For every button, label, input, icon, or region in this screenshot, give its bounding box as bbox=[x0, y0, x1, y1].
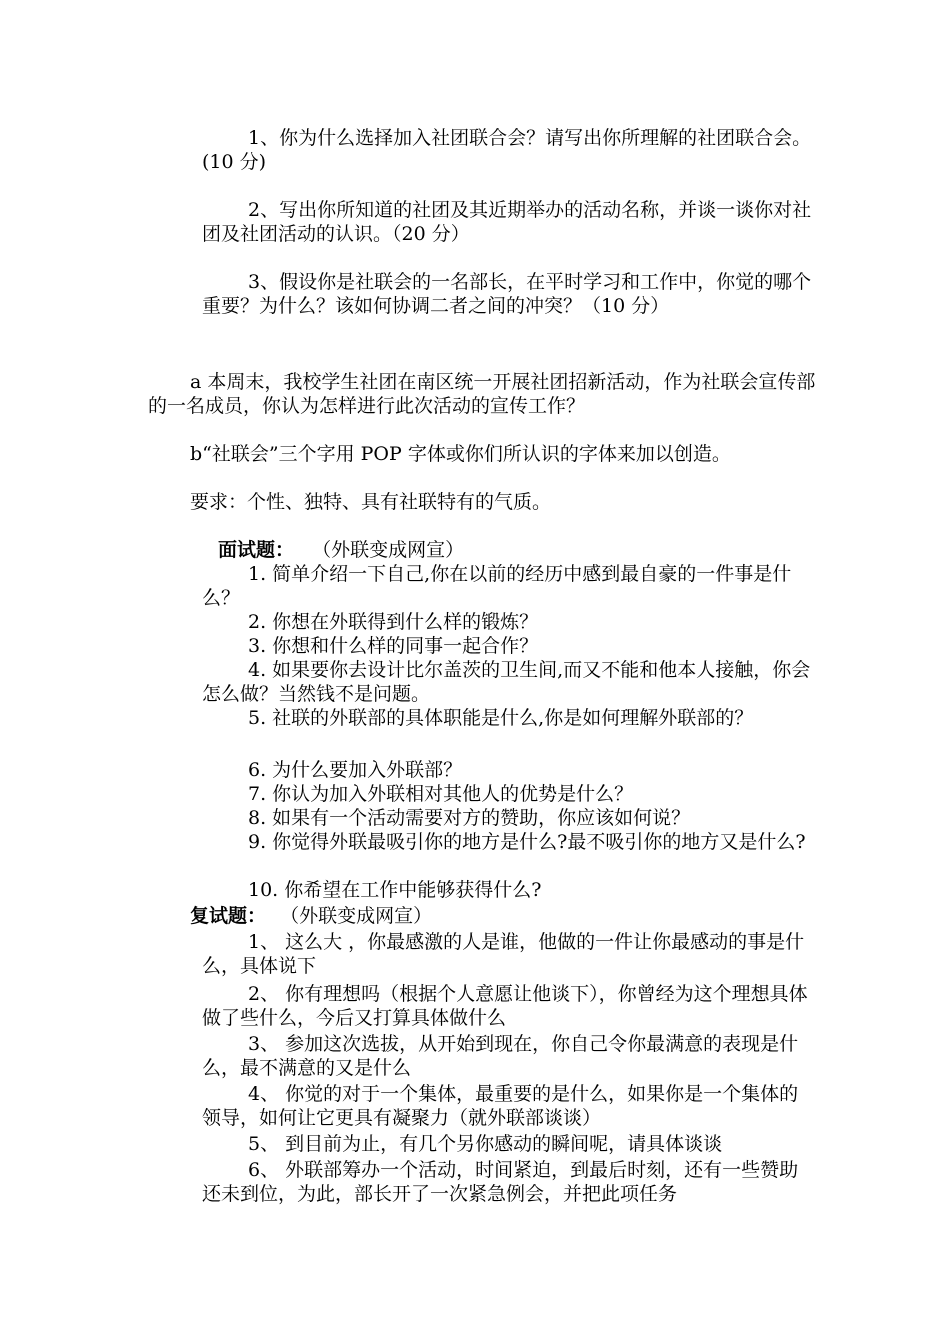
interview-title: 面试题： bbox=[218, 539, 295, 561]
interview-note: （外联变成网宣） bbox=[312, 539, 465, 561]
question-1: 1、你为什么选择加入社团联合会？请写出你所理解的社团联合会。(10 分) bbox=[202, 127, 812, 173]
interview-item-4: 4. 如果要你去设计比尔盖茨的卫生间,而又不能和他本人接触，你会怎么做？当然钱不是问题。 bbox=[202, 659, 811, 705]
interview-item-10: 10. 你希望在工作中能够获得什么? bbox=[248, 879, 542, 901]
retest-item-3: 3、 参加这次选拔，从开始到现在，你自己令你最满意的表现是什么，最不满意的又是什么 bbox=[202, 1033, 799, 1079]
retest-item-5: 5、 到目前为止，有几个另你感动的瞬间呢，请具体谈谈 bbox=[248, 1133, 723, 1155]
retest-item-6: 6、 外联部筹办一个活动，时间紧迫，到最后时刻，还有一些赞助还未到位，为此，部长开了一次紧急例会，并把此项任务 bbox=[202, 1159, 799, 1205]
interview-item-6: 6. 为什么要加入外联部？ bbox=[248, 759, 463, 781]
retest-item-4: 4、 你觉的对于一个集体，最重要的是什么，如果你是一个集体的领导，如何让它更具有凝聚力（就外联部谈谈） bbox=[202, 1083, 799, 1129]
retest-heading bbox=[190, 904, 432, 928]
retest-title: 复试题： bbox=[190, 905, 267, 927]
interview-heading bbox=[218, 538, 464, 562]
question-3: 3、假设你是社联会的一名部长，在平时学习和工作中，你觉的哪个重要？为什么？该如何协调二者之间的冲突？（10 分） bbox=[202, 271, 812, 317]
retest-item-2: 2、 你有理想吗（根据个人意愿让他谈下），你曾经为这个理想具体做了些什么，今后又打算具体做什么 bbox=[202, 983, 808, 1029]
interview-item-8: 8. 如果有一个活动需要对方的赞助，你应该如何说？ bbox=[248, 807, 691, 829]
interview-item-7: 7. 你认为加入外联相对其他人的优势是什么？ bbox=[248, 783, 634, 805]
requirement: 要求：个性、独特、具有社联特有的气质。 bbox=[190, 491, 552, 513]
task-b: b“社联会”三个字用 POP 字体或你们所认识的字体来加以创造。 bbox=[190, 443, 731, 465]
interview-item-2: 2. 你想在外联得到什么样的锻炼？ bbox=[248, 611, 539, 633]
retest-item-1: 1、 这么大 ，你最感激的人是谁，他做的一件让你最感动的事是什么，具体说下 bbox=[202, 931, 805, 977]
task-a: a 本周末，我校学生社团在南区统一开展社团招新活动，作为社联会宣传部的一名成员，你认为怎样进行此次活动的宣传工作？ bbox=[148, 371, 816, 417]
retest-note: （外联变成网宣） bbox=[280, 905, 433, 927]
interview-item-5: 5. 社联的外联部的具体职能是什么,你是如何理解外联部的？ bbox=[248, 707, 754, 729]
interview-item-9: 9. 你觉得外联最吸引你的地方是什么?最不吸引你的地方又是什么? bbox=[248, 831, 806, 853]
interview-item-3: 3. 你想和什么样的同事一起合作？ bbox=[248, 635, 539, 657]
question-2: 2、写出你所知道的社团及其近期举办的活动名称，并谈一谈你对社团及社团活动的认识。（20 分） bbox=[202, 199, 812, 245]
interview-item-1: 1. 简单介绍一下自己,你在以前的经历中感到最自豪的一件事是什么？ bbox=[202, 563, 792, 609]
